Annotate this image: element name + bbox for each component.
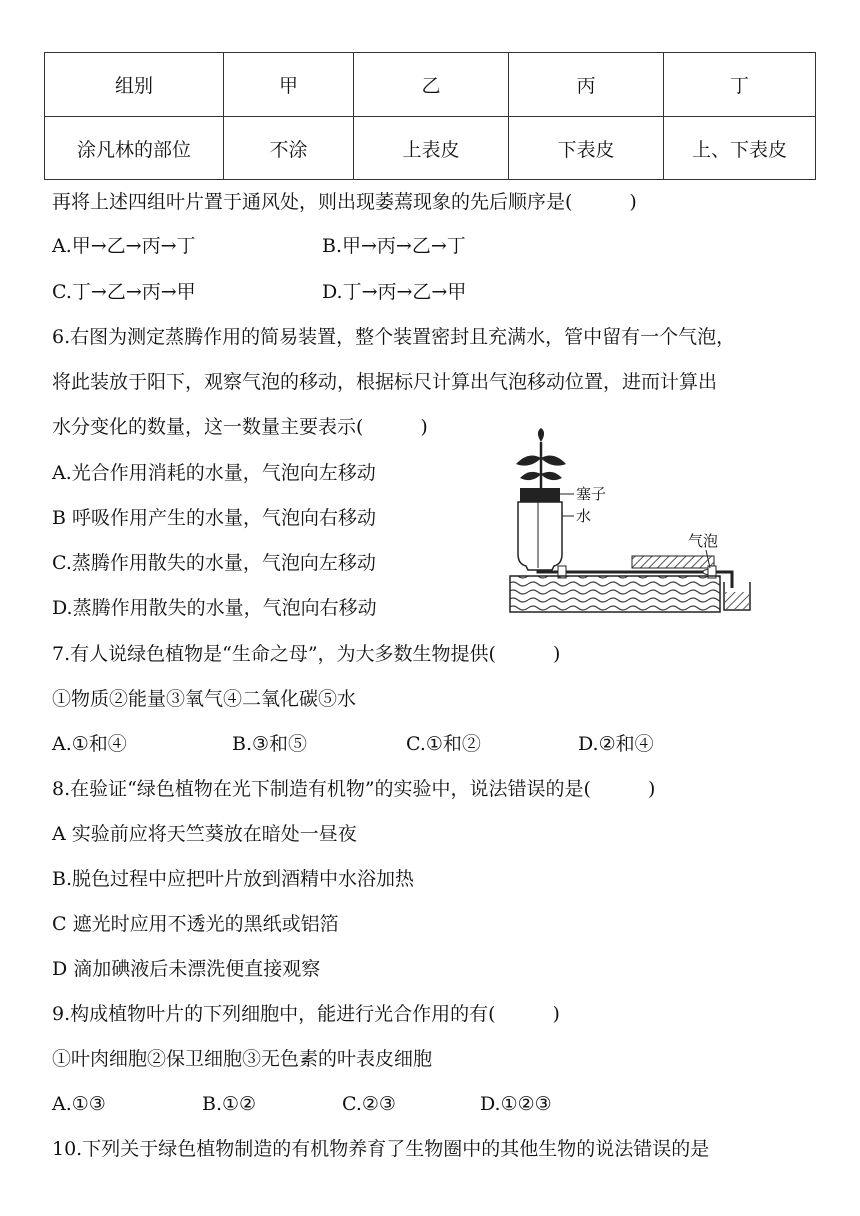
q10-stem: 10.下列关于绿色植物制造的有机物养育了生物圈中的其他生物的说法错误的是: [52, 1138, 710, 1160]
bottle: [518, 502, 562, 570]
label-stopper: 塞子: [576, 485, 607, 503]
q7-option-a: A.①和④: [52, 733, 127, 755]
q5-option-d: D.丁→丙→乙→甲: [322, 281, 467, 303]
q8-option-b: B.脱色过程中应把叶片放到酒精中水浴加热: [52, 868, 415, 890]
q6-option-c: C.蒸腾作用散失的水量，气泡向左移动: [52, 552, 376, 574]
table-header-row: [45, 53, 816, 117]
q7-option-b: B.③和⑤: [232, 733, 308, 755]
apparatus-svg: [508, 428, 758, 618]
q6-stem-line2: 将此装放于阳下，观察气泡的移动，根据标尺计算出气泡移动位置，进而计算出: [52, 371, 718, 393]
q7-option-d: D.②和④: [578, 733, 654, 755]
ruler: [632, 556, 714, 568]
q9-stem: 9.构成植物叶片的下列细胞中，能进行光合作用的有( ): [52, 1003, 560, 1025]
q7-stem: 7.有人说绿色植物是“生命之母”，为大多数生物提供( ): [52, 643, 561, 665]
q8-option-a: A 实验前应将天竺葵放在暗处一昼夜: [52, 823, 357, 845]
experiment-table: [44, 52, 816, 180]
q5-option-a: A.甲→乙→丙→丁: [52, 235, 196, 257]
table-cell: 下表皮: [509, 117, 664, 180]
q6-option-d: D.蒸腾作用散失的水量，气泡向右移动: [52, 597, 377, 619]
q9-option-c: C.②③: [342, 1093, 396, 1115]
stopper: [520, 488, 560, 502]
q6-option-a: A.光合作用消耗的水量，气泡向左移动: [52, 462, 376, 484]
plant: [516, 428, 566, 490]
q9-option-d: D.①②③: [480, 1093, 552, 1115]
label-water: 水: [576, 507, 592, 525]
q5-stem: 再将上述四组叶片置于通风处，则出现萎蔫现象的先后顺序是( ): [52, 191, 637, 213]
q7-option-c: C.①和②: [406, 733, 481, 755]
q6-option-b: B 呼吸作用产生的水量，气泡向右移动: [52, 507, 377, 529]
table-cell: 甲: [224, 53, 354, 117]
table-cell: 涂凡林的部位: [45, 117, 224, 180]
table-cell: 上、下表皮: [664, 117, 816, 180]
q7-items: ①物质②能量③氧气④二氧化碳⑤水: [52, 688, 357, 710]
label-bubble: 气泡: [688, 532, 719, 550]
q8-option-d: D 滴加碘液后未漂洗便直接观察: [52, 958, 321, 980]
wooden-table: [510, 576, 720, 612]
table-cell: 组别: [45, 53, 224, 117]
table-cell: 丁: [664, 53, 816, 117]
table-row: [45, 117, 816, 180]
q5-option-b: B.甲→丙→乙→丁: [322, 235, 466, 257]
table-cell: 丙: [509, 53, 664, 117]
table-cell: 不涂: [224, 117, 354, 180]
q8-stem: 8.在验证“绿色植物在光下制造有机物”的实验中，说法错误的是( ): [52, 778, 656, 800]
q8-option-c: C 遮光时应用不透光的黑纸或铝箔: [52, 913, 339, 935]
table-cell: 上表皮: [354, 117, 509, 180]
q9-items: ①叶肉细胞②保卫细胞③无色素的叶表皮细胞: [52, 1048, 433, 1070]
q6-stem-line1: 6.右图为测定蒸腾作用的简易装置，整个装置密封且充满水，管中留有一个气泡，: [52, 326, 736, 348]
q9-option-a: A.①③: [52, 1093, 106, 1115]
transpiration-apparatus-figure: [508, 428, 758, 618]
q6-stem-line3: 水分变化的数量，这一数量主要表示( ): [52, 416, 428, 438]
q9-option-b: B.①②: [202, 1093, 257, 1115]
q5-option-c: C.丁→乙→丙→甲: [52, 281, 196, 303]
table-cell: 乙: [354, 53, 509, 117]
beaker-water: [725, 592, 749, 609]
